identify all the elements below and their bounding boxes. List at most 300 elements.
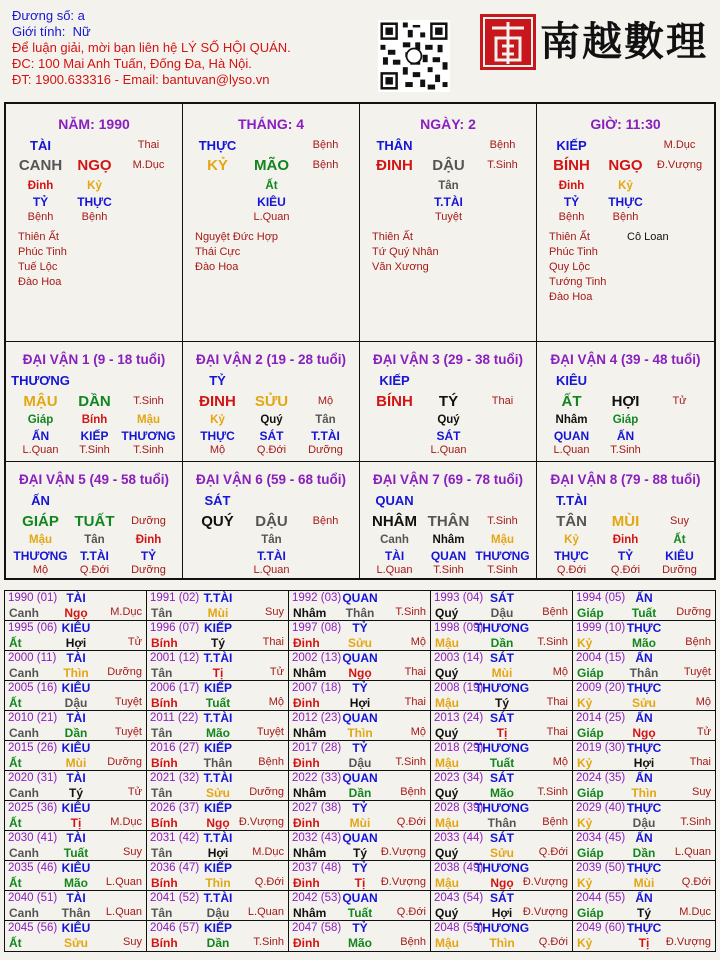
year-stem: Đinh — [293, 936, 320, 950]
year-stage: L.Quan — [105, 876, 142, 888]
dai-van-title: ĐẠI VẬN 4 (39 - 48 tuổi) — [550, 352, 701, 367]
pillar-cell — [183, 104, 360, 342]
year-cell — [431, 681, 573, 711]
year-label: 2024 (35) — [576, 772, 626, 784]
hidden-stem: Mậu — [29, 534, 52, 546]
pillar-cell — [537, 104, 714, 342]
year-stem: Giáp — [577, 846, 604, 860]
year-stem: Quý — [435, 786, 459, 800]
year-stem: Tân — [151, 666, 173, 680]
year-label: 2039 (50) — [576, 862, 626, 874]
year-stem: Đinh — [293, 876, 320, 890]
year-god: THỰC — [626, 621, 662, 635]
year-god: QUAN — [342, 711, 378, 725]
year-branch: Dậu — [632, 816, 656, 830]
star-item: Thiên Ất — [372, 231, 413, 243]
dai-van-god: TỶ — [209, 373, 226, 388]
star-item: Phúc Tinh — [18, 246, 67, 258]
year-stage: Q.Đới — [396, 906, 426, 918]
year-god: TÀI — [66, 831, 86, 845]
dai-van-stage: Mộ — [317, 395, 334, 407]
hidden-stage: Mộ — [209, 444, 226, 456]
year-god: T.TÀI — [203, 711, 233, 725]
dai-van-branch: DẦN — [78, 393, 111, 410]
year-stem: Bính — [151, 876, 178, 890]
year-label: 2011 (22) — [150, 712, 199, 724]
dai-van-cell — [183, 342, 360, 462]
year-god: TỶ — [352, 741, 368, 755]
hidden-stem: Nhâm — [555, 414, 588, 426]
hidden-stage: Q.Đới — [256, 444, 287, 456]
hidden-stem: Đinh — [558, 180, 585, 192]
year-stem: Bính — [151, 936, 178, 950]
year-cell — [5, 591, 147, 621]
year-label: 2033 (44) — [434, 832, 484, 844]
year-stem: Quý — [435, 906, 459, 920]
hidden-stem: Ất — [673, 534, 686, 546]
year-god: THƯƠNG — [474, 681, 530, 695]
pillar-top-god: TÀI — [30, 138, 51, 153]
year-stage: Dưỡng — [107, 666, 142, 678]
year-stage: M.Dục — [110, 816, 142, 828]
star-item: Đào Hoa — [18, 276, 62, 288]
year-stem: Mậu — [435, 936, 459, 950]
star-item: Đào Hoa — [195, 261, 239, 273]
year-god: KIẾP — [203, 621, 232, 635]
year-label: 2026 (37) — [150, 802, 200, 814]
year-god: SÁT — [490, 891, 514, 905]
year-label: 1990 (01) — [8, 592, 58, 604]
hidden-stem: Tân — [261, 534, 282, 546]
year-stage: Dưỡng — [107, 756, 142, 768]
pillar-stars-extra — [627, 230, 669, 245]
year-stem: Kỷ — [577, 696, 593, 710]
year-god: THƯƠNG — [474, 861, 530, 875]
dai-van-title: ĐẠI VẬN 7 (69 - 78 tuổi) — [372, 472, 524, 487]
seal-logo-icon — [478, 12, 538, 72]
year-cell — [573, 621, 715, 651]
year-cell — [147, 771, 289, 801]
year-stem: Quý — [435, 846, 459, 860]
year-stem: Canh — [9, 846, 39, 860]
dai-van-branch: HỢI — [611, 393, 640, 410]
year-stage: Bệnh — [685, 636, 711, 648]
year-stage: Tuyệt — [114, 696, 142, 708]
year-stem: Đinh — [293, 636, 320, 650]
year-stage: Bệnh — [542, 606, 568, 618]
year-stage: M.Dục — [252, 846, 284, 858]
hidden-god: SÁT — [259, 429, 284, 443]
year-god: KIẾP — [203, 741, 232, 755]
year-cell — [431, 621, 573, 651]
year-stem: Ất — [9, 816, 22, 830]
hidden-god: T.TÀI — [257, 549, 286, 563]
year-branch: Ngọ — [64, 606, 88, 620]
year-label: 2038 (49) — [434, 862, 484, 874]
pillar-top-god: THÂN — [376, 138, 413, 153]
year-god: T.TÀI — [203, 651, 233, 665]
year-branch: Thìn — [347, 726, 373, 740]
owner-line: Đương số: a — [12, 8, 85, 23]
year-label: 2020 (31) — [8, 772, 58, 784]
year-god: SÁT — [490, 651, 514, 665]
year-label: 2046 (57) — [150, 922, 200, 934]
year-branch: Thân — [487, 816, 517, 830]
year-stage: Thai — [546, 726, 568, 738]
year-stage: T.Sinh — [680, 816, 711, 828]
hidden-god: T.TÀI — [434, 195, 463, 209]
year-god: TÀI — [66, 591, 86, 605]
dai-van-god: THƯƠNG — [11, 373, 70, 388]
dai-van-title: ĐẠI VẬN 6 (59 - 68 tuổi) — [195, 472, 347, 487]
year-stage: Suy — [123, 936, 142, 948]
hidden-stage: T.Sinh — [487, 564, 518, 576]
year-cell — [147, 741, 289, 771]
hidden-stage: Dưỡng — [662, 564, 697, 576]
year-label: 2008 (19) — [434, 682, 484, 694]
year-stage: L.Quan — [105, 906, 142, 918]
hidden-stem: Kỷ — [618, 180, 633, 192]
year-stem: Ất — [9, 756, 22, 770]
year-stage: Q.Đới — [681, 876, 711, 888]
year-label: 2032 (43) — [292, 832, 342, 844]
hidden-stem: Đinh — [27, 180, 54, 192]
year-branch: Thìn — [489, 936, 515, 950]
pillar-top-stage: Bệnh — [312, 139, 339, 151]
year-label: 2003 (14) — [434, 652, 484, 664]
dai-van-branch: DẬU — [255, 513, 288, 530]
pillar-stem: ĐINH — [376, 157, 413, 174]
year-cell — [573, 831, 715, 861]
pillar-branch: NGỌ — [77, 157, 112, 174]
year-label: 2019 (30) — [576, 742, 626, 754]
pillar-title: THÁNG: 4 — [237, 116, 305, 132]
year-branch: Tuất — [489, 756, 515, 770]
dai-van-god: T.TÀI — [555, 493, 588, 508]
year-label: 2022 (33) — [292, 772, 342, 784]
star-item: Quy Lộc — [549, 261, 590, 273]
year-god: THƯƠNG — [474, 741, 530, 755]
year-label: 2004 (15) — [576, 652, 626, 664]
hidden-god: KIÊU — [257, 195, 286, 209]
pillar-stars — [549, 230, 606, 305]
year-stem: Mậu — [435, 696, 459, 710]
year-stage: Mộ — [268, 696, 284, 708]
year-stem: Mậu — [435, 756, 459, 770]
hidden-god: THỰC — [554, 549, 589, 563]
year-stem: Ất — [9, 636, 22, 650]
hidden-stem: Tân — [438, 180, 459, 192]
year-label: 2014 (25) — [576, 712, 626, 724]
year-label: 2027 (38) — [292, 802, 342, 814]
hidden-god: SÁT — [436, 429, 461, 443]
pillar-stem: CANH — [18, 157, 63, 174]
year-cell — [573, 681, 715, 711]
contact-line: Để luận giải, mời bạn liên hệ LÝ SỐ HỘI QUÁN. — [12, 40, 291, 55]
year-branch: Mão — [206, 726, 230, 740]
year-cell — [147, 681, 289, 711]
year-label: 2031 (42) — [150, 832, 200, 844]
year-branch: Mùi — [207, 606, 229, 620]
dai-van-branch: TUẤT — [74, 513, 115, 530]
year-stage: T.Sinh — [537, 786, 568, 798]
year-branch: Dần — [490, 636, 514, 650]
year-stem: Tân — [151, 906, 173, 920]
hidden-stage: Q.Đới — [556, 564, 587, 576]
year-god: SÁT — [490, 711, 514, 725]
hidden-god: QUAN — [430, 549, 467, 563]
hidden-god: KIẾP — [80, 429, 109, 443]
year-label: 1998 (09) — [434, 622, 484, 634]
year-god: T.TÀI — [203, 891, 233, 905]
year-god: THƯƠNG — [474, 921, 530, 935]
year-branch: Dần — [64, 726, 88, 740]
dai-van-title: ĐẠI VẬN 5 (49 - 58 tuổi) — [18, 472, 170, 487]
hidden-stage: L.Quan — [22, 444, 59, 456]
pillar-branch: NGỌ — [608, 157, 643, 174]
year-cell — [147, 861, 289, 891]
year-stage: Bệnh — [400, 936, 426, 948]
year-god: KIÊU — [61, 621, 91, 635]
year-stem: Giáp — [577, 906, 604, 920]
year-stem: Canh — [9, 726, 39, 740]
hidden-stage: Bệnh — [27, 211, 54, 223]
year-god: T.TÀI — [203, 591, 233, 605]
year-god: QUAN — [342, 591, 378, 605]
hidden-stage: L.Quan — [253, 211, 290, 223]
pillar-branch: DẬU — [432, 157, 465, 174]
year-stage: Đ.Vượng — [380, 846, 426, 858]
year-god: TỶ — [352, 621, 368, 635]
year-branch: Thìn — [205, 876, 231, 890]
year-label: 2023 (34) — [434, 772, 484, 784]
year-god: KIẾP — [203, 921, 232, 935]
year-cell — [431, 891, 573, 921]
year-god: ẤN — [635, 831, 653, 845]
year-god: TÀI — [66, 891, 86, 905]
star-item: Thái Cực — [195, 246, 241, 258]
year-god: SÁT — [490, 591, 514, 605]
star-item: Thiên Ất — [18, 231, 59, 243]
year-branch: Dần — [632, 846, 656, 860]
year-label: 1993 (04) — [434, 592, 484, 604]
year-cell — [5, 741, 147, 771]
year-god: TÀI — [66, 651, 86, 665]
year-cell — [289, 651, 431, 681]
year-label: 2043 (54) — [434, 892, 484, 904]
year-branch: Hợi — [491, 906, 513, 920]
year-cell — [289, 591, 431, 621]
year-stem: Giáp — [577, 726, 604, 740]
year-label: 2010 (21) — [8, 712, 58, 724]
year-label: 2029 (40) — [576, 802, 626, 814]
dai-van-cell — [360, 462, 537, 578]
year-branch: Hợi — [207, 846, 229, 860]
dai-van-title: ĐẠI VẬN 1 (9 - 18 tuổi) — [22, 352, 166, 367]
year-branch: Dậu — [348, 756, 372, 770]
hidden-god: THỰC — [77, 195, 112, 209]
year-stage: Dưỡng — [676, 606, 711, 618]
year-stage: Tuyệt — [683, 666, 711, 678]
year-branch: Mão — [64, 876, 88, 890]
year-branch: Tị — [496, 726, 508, 740]
year-stage: Đ.Vượng — [522, 906, 568, 918]
dai-van-god: SÁT — [204, 493, 231, 508]
gender-line: Giới tính: Nữ — [12, 24, 91, 39]
dai-van-cell — [6, 462, 183, 578]
hidden-stage: T.Sinh — [610, 444, 641, 456]
year-branch: Thân — [61, 906, 91, 920]
year-label: 2040 (51) — [8, 892, 58, 904]
year-cell — [573, 921, 715, 951]
year-god: THỰC — [626, 861, 662, 875]
dai-van-stem: GIÁP — [22, 513, 59, 530]
year-stem: Mậu — [435, 816, 459, 830]
year-label: 2009 (20) — [576, 682, 626, 694]
year-stem: Ất — [9, 936, 22, 950]
year-branch: Tị — [70, 816, 82, 830]
year-branch: Sửu — [205, 786, 231, 800]
year-label: 2041 (52) — [150, 892, 200, 904]
dai-van-god: ẤN — [31, 493, 50, 508]
year-stage: Thai — [546, 696, 568, 708]
year-god: TỶ — [352, 801, 368, 815]
brand-title: 南越數理 — [540, 18, 708, 65]
year-branch: Thân — [345, 606, 375, 620]
year-cell — [573, 891, 715, 921]
dai-van-stem: NHÂM — [372, 513, 417, 530]
year-branch: Thìn — [631, 786, 657, 800]
year-cell — [573, 741, 715, 771]
year-stem: Kỷ — [577, 816, 593, 830]
dai-van-god: KIÊU — [555, 373, 588, 388]
dai-van-stage: T.Sinh — [487, 515, 518, 527]
year-stem: Quý — [435, 666, 459, 680]
hidden-god: KIÊU — [665, 549, 694, 563]
year-god: ẤN — [635, 771, 653, 785]
year-cell — [431, 921, 573, 951]
year-cell — [289, 801, 431, 831]
year-branch: Dậu — [490, 606, 514, 620]
year-cell — [5, 831, 147, 861]
year-god: THỰC — [626, 801, 662, 815]
hidden-stem: Giáp — [27, 414, 54, 426]
year-stage: Thai — [404, 696, 426, 708]
hidden-stem: Kỷ — [87, 180, 102, 192]
year-god: KIÊU — [61, 681, 91, 695]
year-stage: L.Quan — [674, 846, 711, 858]
year-label: 2047 (58) — [292, 922, 342, 934]
year-god: KIÊU — [61, 801, 91, 815]
hidden-god: TỶ — [32, 195, 49, 209]
hidden-stage: Bệnh — [81, 211, 108, 223]
year-branch: Tuất — [347, 906, 373, 920]
year-stage: Dưỡng — [249, 786, 284, 798]
year-stage: Suy — [265, 606, 284, 618]
annual-luck-table — [4, 590, 716, 952]
year-branch: Tý — [210, 636, 225, 650]
year-stem: Nhâm — [293, 666, 327, 680]
year-stage: Mộ — [552, 756, 568, 768]
pillar-top-stage: Thai — [137, 139, 160, 151]
year-stem: Nhâm — [293, 726, 327, 740]
year-stage: Bệnh — [258, 756, 284, 768]
year-branch: Thân — [203, 756, 233, 770]
year-cell — [147, 891, 289, 921]
year-cell — [5, 681, 147, 711]
dai-van-stage: Thai — [491, 395, 514, 407]
hidden-god: THƯƠNG — [475, 549, 530, 563]
qr-code-icon[interactable] — [378, 20, 450, 92]
year-god: KIÊU — [61, 921, 91, 935]
year-cell — [147, 921, 289, 951]
year-cell — [431, 741, 573, 771]
year-stem: Kỷ — [577, 756, 593, 770]
year-cell — [573, 711, 715, 741]
hidden-stem: Đinh — [612, 534, 639, 546]
year-branch: Mão — [490, 786, 514, 800]
year-cell — [5, 621, 147, 651]
year-branch: Dần — [206, 936, 230, 950]
dai-van-god: KIẾP — [379, 373, 410, 388]
year-label: 2013 (24) — [434, 712, 484, 724]
year-stage: Q.Đới — [538, 846, 568, 858]
year-stage: Suy — [692, 786, 711, 798]
year-stem: Quý — [435, 726, 459, 740]
year-stem: Kỷ — [577, 936, 593, 950]
year-branch: Sửu — [347, 636, 373, 650]
year-cell — [147, 591, 289, 621]
year-god: THƯƠNG — [474, 621, 530, 635]
year-god: KIÊU — [61, 741, 91, 755]
dai-van-stage: Tử — [672, 395, 687, 407]
year-cell — [5, 711, 147, 741]
hidden-stem: Giáp — [612, 414, 639, 426]
year-label: 2016 (27) — [150, 742, 200, 754]
pillar-top-god: THỰC — [198, 138, 237, 153]
year-cell — [289, 621, 431, 651]
pillar-branch-stage: Đ.Vượng — [656, 159, 703, 171]
year-god: ẤN — [635, 591, 653, 605]
year-cell — [431, 591, 573, 621]
year-cell — [289, 891, 431, 921]
header-info — [12, 8, 352, 88]
year-label: 2007 (18) — [292, 682, 342, 694]
year-stage: T.Sinh — [395, 606, 426, 618]
year-label: 2035 (46) — [8, 862, 58, 874]
hidden-god: T.TÀI — [80, 549, 109, 563]
year-stage: Bệnh — [542, 816, 568, 828]
year-stem: Đinh — [293, 816, 320, 830]
year-stem: Canh — [9, 606, 39, 620]
pillar-stars — [195, 230, 278, 275]
year-cell — [289, 741, 431, 771]
dai-van-title: ĐẠI VẬN 2 (19 - 28 tuổi) — [195, 352, 347, 367]
year-branch: Hợi — [65, 636, 87, 650]
bazi-grid — [4, 102, 716, 580]
year-god: THƯƠNG — [474, 801, 530, 815]
dai-van-cell — [6, 342, 183, 462]
year-stem: Tân — [151, 786, 173, 800]
year-cell — [573, 651, 715, 681]
year-cell — [5, 861, 147, 891]
pillar-branch: MÃO — [254, 157, 289, 174]
hidden-stem: Kỷ — [210, 414, 225, 426]
year-branch: Tị — [638, 936, 650, 950]
year-stage: Đ.Vượng — [380, 876, 426, 888]
year-cell — [5, 771, 147, 801]
year-label: 2017 (28) — [292, 742, 342, 754]
